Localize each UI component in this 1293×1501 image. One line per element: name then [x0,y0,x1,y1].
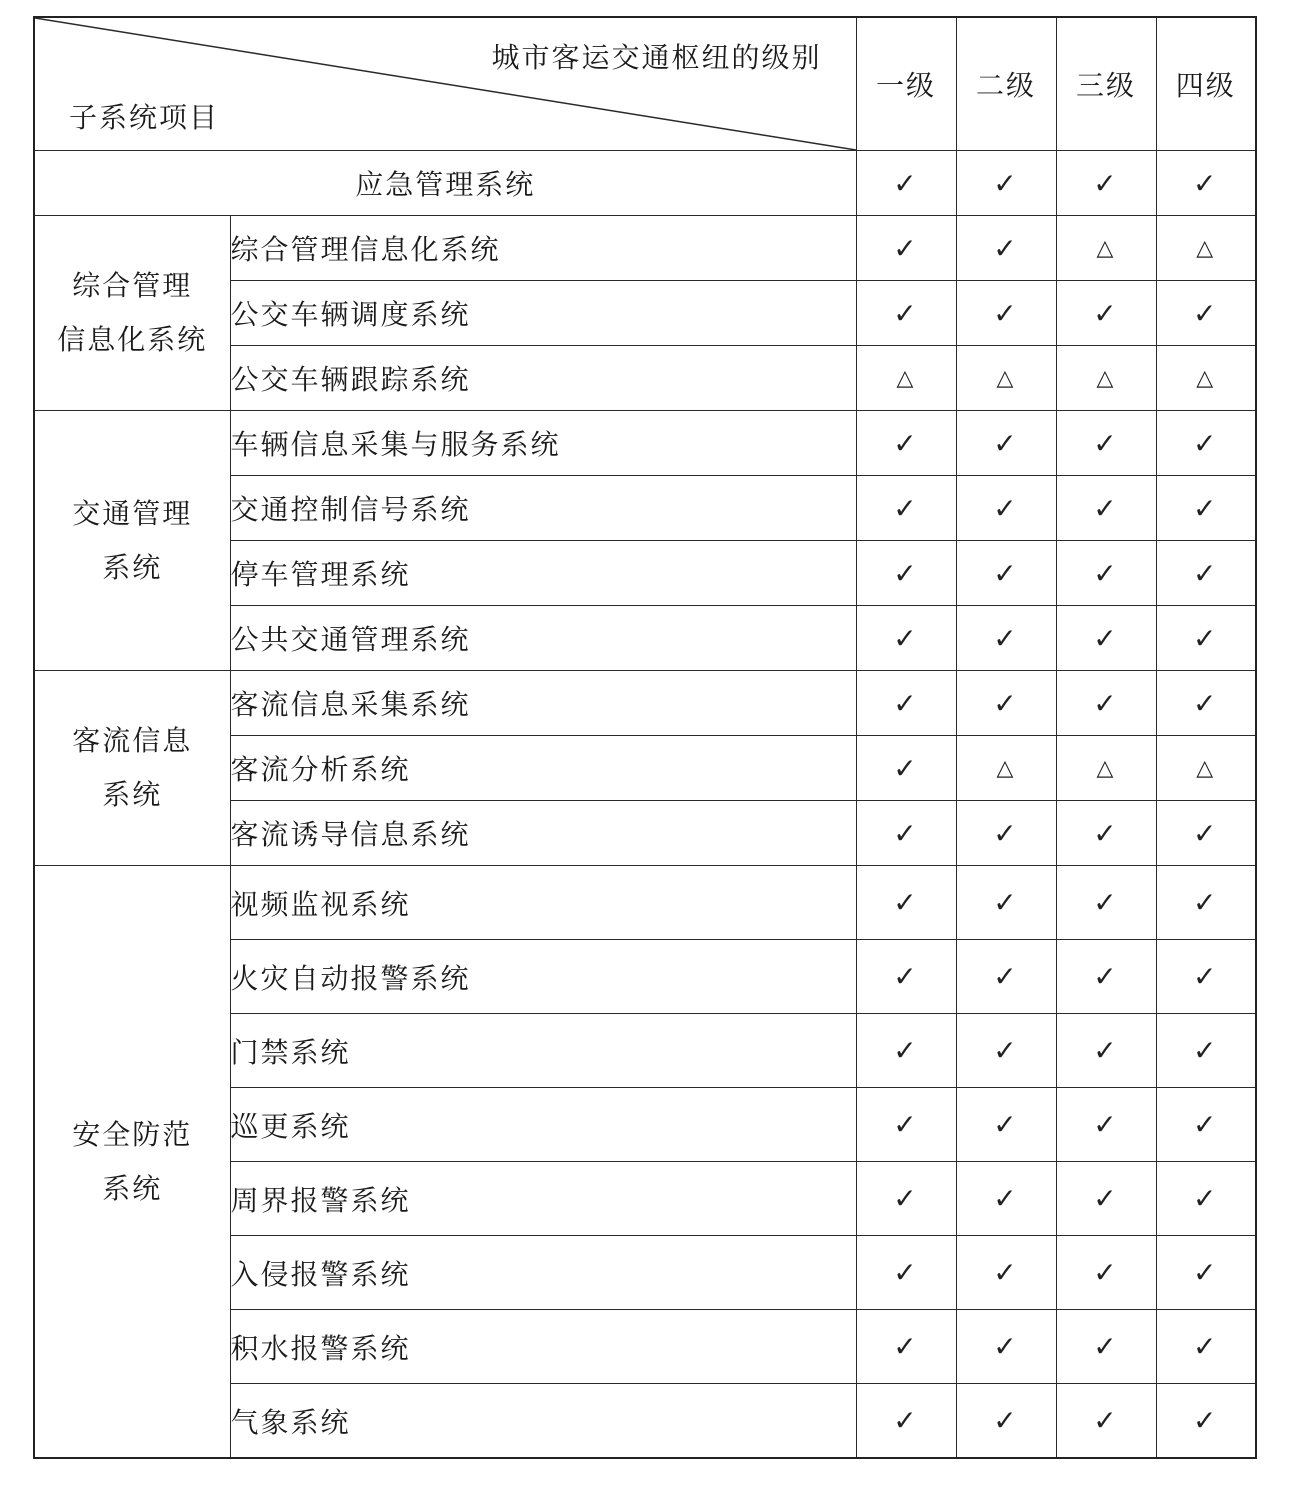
group-label-line2: 系统 [102,1171,163,1205]
group-label [34,216,230,411]
check-mark: ✓ [1156,541,1256,606]
triangle-mark: △ [1056,216,1156,281]
check-mark: ✓ [1156,1310,1256,1384]
check-mark: ✓ [856,736,956,801]
check-mark: ✓ [1156,671,1256,736]
check-mark: ✓ [956,940,1056,1014]
subsystem-item-label: 车辆信息采集与服务系统 [230,411,856,476]
check-mark: ✓ [1156,866,1256,940]
table-row [34,216,1256,281]
check-mark: ✓ [956,541,1056,606]
check-mark: ✓ [1156,606,1256,671]
check-mark: ✓ [856,606,956,671]
group-label [34,411,230,671]
subsystem-item-header: 子系统项目 [69,101,220,134]
check-mark: ✓ [956,866,1056,940]
check-mark: ✓ [1156,151,1256,216]
check-mark: ✓ [1056,940,1156,1014]
check-mark: ✓ [956,1384,1056,1459]
diagonal-header-cell [34,17,856,151]
triangle-mark: △ [1156,216,1256,281]
subsystem-item-label: 气象系统 [230,1384,856,1459]
subsystem-item-label: 客流信息采集系统 [230,671,856,736]
triangle-mark: △ [1056,346,1156,411]
check-mark: ✓ [856,476,956,541]
check-mark: ✓ [1056,1384,1156,1459]
check-mark: ✓ [856,1236,956,1310]
check-mark: ✓ [1056,476,1156,541]
subsystem-item-label: 公交车辆跟踪系统 [230,346,856,411]
check-mark: ✓ [956,801,1056,866]
level-4-header: 四级 [1156,17,1256,151]
level-1-header: 一级 [856,17,956,151]
group-label [34,671,230,866]
check-mark: ✓ [1156,1088,1256,1162]
group-label-line2: 系统 [102,550,163,584]
subsystem-item-label: 公交车辆调度系统 [230,281,856,346]
check-mark: ✓ [956,281,1056,346]
check-mark: ✓ [1156,281,1256,346]
check-mark: ✓ [1056,1162,1156,1236]
level-2-header: 二级 [956,17,1056,151]
check-mark: ✓ [856,940,956,1014]
check-mark: ✓ [856,541,956,606]
subsystem-item-label: 入侵报警系统 [230,1236,856,1310]
check-mark: ✓ [1156,801,1256,866]
check-mark: ✓ [956,1236,1056,1310]
check-mark: ✓ [856,671,956,736]
check-mark: ✓ [1156,411,1256,476]
subsystem-level-table [33,16,1257,1459]
check-mark: ✓ [856,1162,956,1236]
subsystem-item-label: 客流诱导信息系统 [230,801,856,866]
check-mark: ✓ [1156,1236,1256,1310]
subsystem-item-label: 综合管理信息化系统 [230,216,856,281]
subsystem-item-label: 巡更系统 [230,1088,856,1162]
check-mark: ✓ [856,1384,956,1459]
check-mark: ✓ [956,1088,1056,1162]
check-mark: ✓ [956,411,1056,476]
emergency-system-label: 应急管理系统 [34,151,856,216]
check-mark: ✓ [1156,1162,1256,1236]
check-mark: ✓ [1156,940,1256,1014]
check-mark: ✓ [956,1162,1056,1236]
check-mark: ✓ [956,151,1056,216]
check-mark: ✓ [1156,1384,1256,1459]
check-mark: ✓ [856,411,956,476]
check-mark: ✓ [1056,866,1156,940]
group-label-line1: 客流信息 [72,724,193,757]
triangle-mark: △ [1156,736,1256,801]
check-mark: ✓ [856,1310,956,1384]
triangle-mark: △ [956,346,1056,411]
table-row [34,411,1256,476]
group-label-line1: 交通管理 [72,496,193,530]
check-mark: ✓ [956,671,1056,736]
table-row [34,151,1256,216]
check-mark: ✓ [856,151,956,216]
check-mark: ✓ [1056,541,1156,606]
header-row [34,17,1256,151]
table-row [34,671,1256,736]
check-mark: ✓ [956,476,1056,541]
check-mark: ✓ [856,216,956,281]
check-mark: ✓ [1156,1014,1256,1088]
check-mark: ✓ [856,281,956,346]
subsystem-item-label: 积水报警系统 [230,1310,856,1384]
check-mark: ✓ [1056,606,1156,671]
subsystem-item-label: 停车管理系统 [230,541,856,606]
check-mark: ✓ [1156,476,1256,541]
table-row [34,866,1256,940]
check-mark: ✓ [1056,1236,1156,1310]
group-label-line2: 系统 [102,778,163,811]
subsystem-item-label: 公共交通管理系统 [230,606,856,671]
check-mark: ✓ [956,1310,1056,1384]
group-label-line2: 信息化系统 [57,323,208,356]
triangle-mark: △ [1156,346,1256,411]
check-mark: ✓ [856,866,956,940]
group-label-line1: 综合管理 [72,269,193,302]
check-mark: ✓ [1056,281,1156,346]
level-3-header: 三级 [1056,17,1156,151]
check-mark: ✓ [856,1014,956,1088]
hub-level-header: 城市客运交通枢纽的级别 [491,41,822,74]
check-mark: ✓ [856,801,956,866]
subsystem-item-label: 周界报警系统 [230,1162,856,1236]
group-label [34,866,230,1459]
subsystem-item-label: 火灾自动报警系统 [230,940,856,1014]
check-mark: ✓ [956,216,1056,281]
subsystem-item-label: 视频监视系统 [230,866,856,940]
check-mark: ✓ [956,606,1056,671]
check-mark: ✓ [1056,1014,1156,1088]
subsystem-item-label: 交通控制信号系统 [230,476,856,541]
check-mark: ✓ [956,1014,1056,1088]
check-mark: ✓ [1056,151,1156,216]
subsystem-item-label: 门禁系统 [230,1014,856,1088]
check-mark: ✓ [1056,671,1156,736]
check-mark: ✓ [1056,1088,1156,1162]
subsystem-item-label: 客流分析系统 [230,736,856,801]
check-mark: ✓ [1056,801,1156,866]
triangle-mark: △ [956,736,1056,801]
check-mark: ✓ [856,1088,956,1162]
group-label-line1: 安全防范 [72,1117,193,1151]
triangle-mark: △ [1056,736,1156,801]
check-mark: ✓ [1056,1310,1156,1384]
triangle-mark: △ [856,346,956,411]
check-mark: ✓ [1056,411,1156,476]
